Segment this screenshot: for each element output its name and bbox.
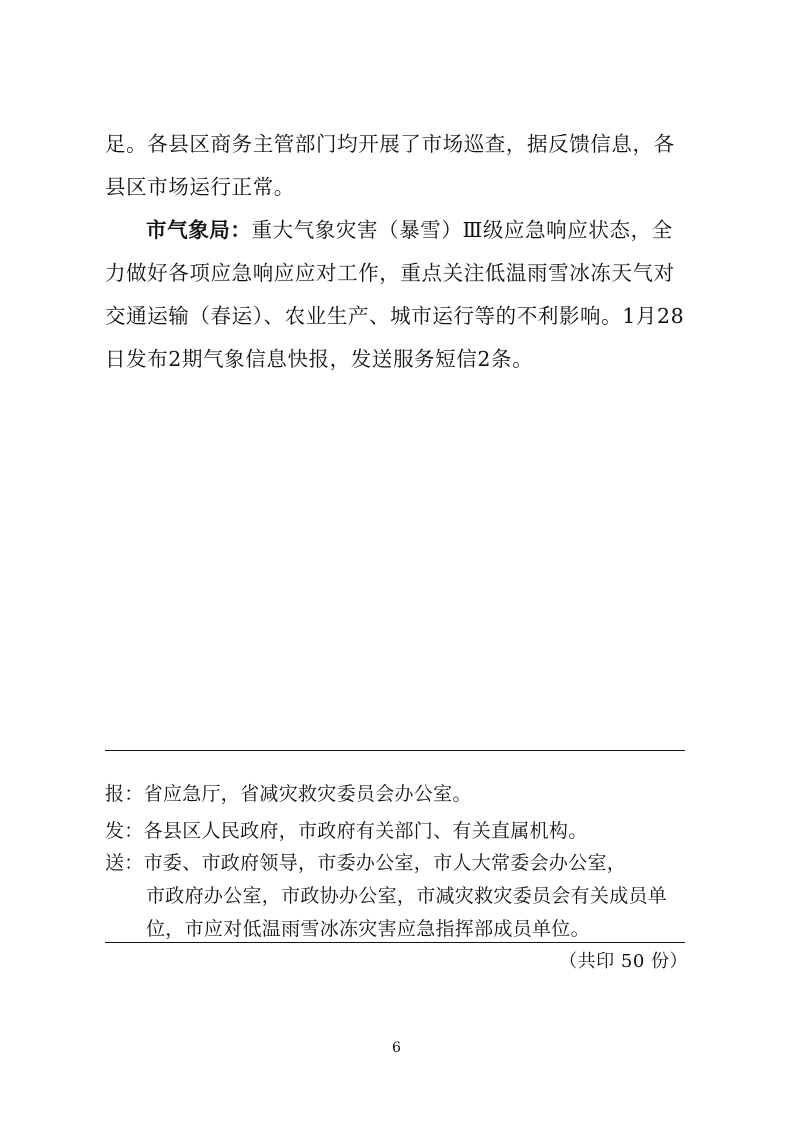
page-number: 6 (392, 1040, 401, 1056)
report-to-line (105, 778, 690, 811)
issue-to-line (105, 815, 690, 848)
send-to-block (105, 847, 690, 946)
weather-bureau-heading: 市气象局： (146, 218, 252, 242)
distribution-bottom-rule (105, 942, 685, 943)
issue-to-text: 各县区人民政府，市政府有关部门、有关直属机构。 (143, 820, 588, 842)
issue-to-label: 发： (105, 820, 144, 842)
send-to-line-1: 市委、市政府领导，市委办公室，市人大常委会办公室， (143, 852, 627, 874)
distribution-top-rule (105, 750, 685, 751)
report-to-text: 省应急厅，省减灾救灾委员会办公室。 (143, 783, 472, 805)
print-copies-note: （共印 50 份） (559, 951, 688, 972)
send-to-line-2: 市政府办公室，市政协办公室，市减灾救灾委员会有关成员单 (146, 885, 668, 907)
send-to-line-3: 位，市应对低温雨雪冰冻灾害应急指挥部成员单位。 (146, 918, 590, 940)
body-paragraph-weather-bureau (105, 209, 688, 381)
report-to-label: 报： (105, 783, 144, 805)
send-to-label: 送： (105, 852, 144, 874)
body-paragraph-commerce: 足。各县区商务主管部门均开展了市场巡查，据反馈信息，各县区市场运行正常。 (105, 132, 675, 199)
weather-bureau-text: 重大气象灾害（暴雪）Ⅲ级应急响应状态，全力做好各项应急响应应对工作，重点关注低温雨雪冰冻天气对交通运输（春运）、农业生产、城市运行等的不利影响。1月28日发布2期气象信息快报，发送服务短信2条。 (105, 218, 685, 371)
